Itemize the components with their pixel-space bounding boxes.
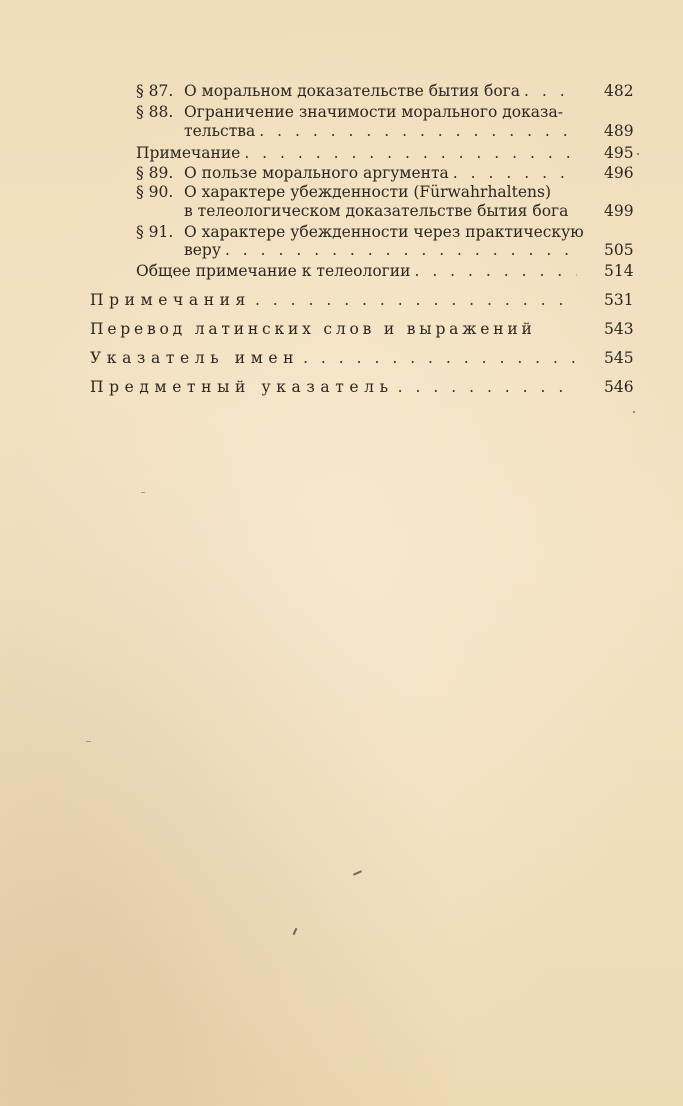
page-number: 489 <box>604 122 634 140</box>
entry-title: Указатель имен <box>90 349 300 367</box>
section-number: § 89. <box>136 164 174 182</box>
page-number: 543 <box>604 320 634 338</box>
dot-leader <box>259 122 577 141</box>
paper-speck <box>86 741 91 742</box>
page-number: 546 <box>604 378 634 396</box>
page-number: 499 <box>604 202 634 220</box>
entry-title-line2: в телеологическом доказательстве бытия бога <box>184 202 569 220</box>
page-number: 505 <box>604 241 634 259</box>
toc-entry-91-continuation <box>184 241 581 260</box>
paper-speck <box>637 153 639 155</box>
toc-entry-91 <box>136 223 584 242</box>
section-number: § 90. <box>136 183 174 201</box>
toc-entry-87 <box>136 82 581 101</box>
entry-title-line1: Ограничение значимости морального доказа- <box>184 103 563 121</box>
section-number: § 87. <box>136 82 174 100</box>
toc-entry-88 <box>136 103 581 122</box>
dot-leader <box>255 291 577 310</box>
dot-leader <box>453 164 577 183</box>
dot-leader <box>414 262 577 281</box>
entry-title-line1: О характере убежденности (Fürwahrhaltens) <box>184 183 552 201</box>
toc-entry-subject-index <box>90 378 581 397</box>
section-number: § 91. <box>136 223 174 241</box>
entry-title: Перевод латинских слов и выражений <box>90 320 536 338</box>
dot-leader <box>244 144 577 163</box>
paper-speck <box>353 870 362 876</box>
toc-entry-notes <box>90 291 581 310</box>
toc-entry-88-continuation <box>184 122 581 141</box>
toc-entry-90 <box>136 183 581 202</box>
entry-title-line1: О характере убежденности через практическую <box>184 223 584 241</box>
dot-leader <box>524 82 577 101</box>
entry-title: Общее примечание к телеологии <box>136 262 411 280</box>
toc-entry-note <box>136 144 581 163</box>
toc-entry-name-index <box>90 349 581 368</box>
dot-leader <box>398 378 577 397</box>
page-number: 482 <box>604 82 634 100</box>
page-number: 545 <box>604 349 634 367</box>
entry-title: О моральном доказательстве бытия бога <box>184 82 521 100</box>
entry-title-line2: веру <box>184 241 221 259</box>
page-number: 496 <box>604 164 634 182</box>
entry-title: Предметный указатель <box>90 378 394 396</box>
toc-entry-89 <box>136 164 581 183</box>
section-number: § 88. <box>136 103 174 121</box>
paper-speck <box>633 411 635 413</box>
entry-title-line2: тельства <box>184 122 256 140</box>
dot-leader <box>225 241 577 260</box>
page-number: 531 <box>604 291 634 309</box>
dot-leader <box>303 349 577 368</box>
toc-entry-general-note <box>136 262 581 281</box>
paper-speck <box>141 492 145 493</box>
toc-entry-latin-translation <box>90 320 581 339</box>
entry-title: Примечание <box>136 144 241 162</box>
page-number: 514 <box>604 262 634 280</box>
entry-title: Примечания <box>90 291 251 309</box>
page-number: 495 <box>604 144 634 162</box>
paper-speck <box>293 928 298 935</box>
entry-title: О пользе морального аргумента <box>184 164 449 182</box>
